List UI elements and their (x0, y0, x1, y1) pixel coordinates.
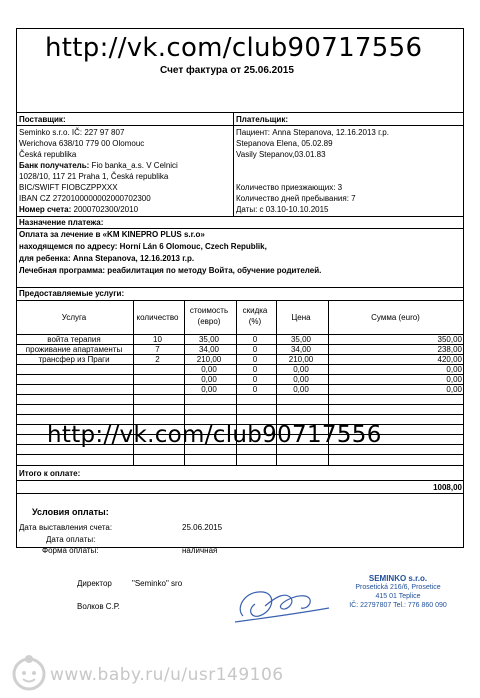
total-value: 1008,00 (433, 483, 462, 492)
table-row-1-service: войта терапия (47, 335, 101, 344)
table-row-2-discount: 0 (252, 345, 258, 354)
table-row-2-price: 34,00 (290, 345, 312, 354)
col-header-service: Услуга (61, 313, 87, 322)
payer-line-4: Количество приезжающих: 3 (236, 183, 343, 192)
table-row-2-sum: 238,00 (437, 345, 462, 354)
payer-line-5: Количество дней пребывания: 7 (236, 194, 356, 203)
table-row-6-sum: 0,00 (446, 385, 462, 394)
table-row-3-discount: 0 (252, 355, 258, 364)
supplier-heading: Поставщик: (19, 115, 66, 124)
purpose-line-4: Лечебная программа: реабилитация по методу Войта, обучение родителей. (19, 266, 322, 275)
supplier-line-6: BIC/SWIFT FIOBCZPPXXX (19, 183, 118, 192)
stamp-line-1: SEMINKO s.r.o. (368, 574, 428, 583)
director-company: "Seminko" sro (132, 579, 183, 588)
table-row-1-cost: 35,00 (198, 335, 220, 344)
table-row-4-discount: 0 (252, 365, 258, 374)
table-row-3-service: трансфер из Праги (38, 355, 110, 364)
col-header-qty: количество (136, 313, 179, 322)
watermark-top: http://vk.com/club90717556 (45, 33, 423, 63)
issue-date-label: Дата выставления счета: (19, 523, 113, 532)
baby-logo-icon (10, 653, 48, 691)
table-row-3-sum: 420,00 (437, 355, 462, 364)
table-row-5-sum: 0,00 (446, 375, 462, 384)
table-row-5-cost: 0,00 (201, 375, 217, 384)
signature-mark (225, 578, 335, 628)
table-row-1-qty: 10 (153, 335, 162, 344)
table-row-1-sum: 350,00 (437, 335, 462, 344)
purpose-heading: Назначение платежа: (19, 218, 104, 227)
supplier-line-1: Seminko s.r.o. IČ: 227 97 807 (19, 128, 125, 137)
payer-line-6: Даты: с 03.10-10.10.2015 (236, 205, 329, 214)
purpose-line-1: Оплата за лечение в «KM KINEPRO PLUS s.r.o» (19, 230, 205, 239)
stamp-line-2: Prosetická 216/6, Prosetice (355, 584, 441, 591)
invoice-title: Счет фактура от 25.06.2015 (160, 65, 294, 76)
col-header-price: Цена (291, 313, 311, 322)
supplier-line-2: Werichova 638/10 779 00 Olomouc (19, 139, 145, 148)
watermark-mid: http://vk.com/club90717556 (47, 422, 382, 448)
table-row-4-cost: 0,00 (201, 365, 217, 374)
table-row-3-price: 210,00 (288, 355, 314, 364)
col-header-cost: стоимость (189, 306, 229, 315)
purpose-line-2: находящемся по адресу: Horní Lán 6 Olomouc, Czech Republik, (19, 242, 267, 251)
purpose-line-3: для ребенка: Anna Stepanova, 12.16.2013 г.р. (19, 254, 195, 263)
director-name: Волков С.Р. (77, 602, 120, 611)
payment-form-label: Форма оплаты: (42, 546, 99, 555)
company-stamp (338, 574, 458, 610)
table-row-3-cost: 210,00 (196, 355, 222, 364)
payment-form-value: наличная (182, 546, 218, 555)
payer-line-3: Vasily Stepanov,03.01.83 (236, 150, 326, 159)
stamp-line-4: IČ: 22797807 Tel.: 776 860 090 (349, 602, 447, 609)
table-row-6-price: 0,00 (293, 385, 309, 394)
total-label: Итого к оплате: (19, 469, 81, 478)
table-row-1-discount: 0 (252, 335, 258, 344)
payer-line-2: Stepanova Elena, 05.02.89 (236, 139, 333, 148)
issue-date-value: 25.06.2015 (182, 523, 223, 532)
table-row-2-cost: 34,00 (198, 345, 220, 354)
table-row-6-discount: 0 (252, 385, 258, 394)
table-row-3-qty: 2 (155, 355, 160, 364)
col-header-sum: Сумма (euro) (371, 313, 420, 322)
col-header-discount: скидка (242, 306, 268, 315)
stamp-line-3: 415 01 Teplice (375, 593, 421, 600)
supplier-line-7: IBAN CZ 2720100000002000702300 (19, 194, 151, 203)
supplier-bank: Банк получатель: Fio banka_a.s. V Celnici (19, 161, 178, 170)
supplier-account: Номер счета: 2000702300/2010 (19, 205, 139, 214)
terms-heading: Условия оплаты: (32, 507, 109, 517)
col-header-discount-unit: (%) (248, 317, 262, 326)
services-heading: Предоставляемые услуги: (19, 289, 125, 298)
payment-date-label: Дата оплаты: (46, 535, 96, 544)
table-row-2-qty: 7 (155, 345, 160, 354)
director-label: Директор (77, 579, 112, 588)
table-row-5-price: 0,00 (293, 375, 309, 384)
table-row-2-service: проживание апартаменты (25, 345, 123, 354)
table-row-4-sum: 0,00 (446, 365, 462, 374)
invoice-border (16, 28, 464, 548)
table-row-5-discount: 0 (252, 375, 258, 384)
footer-watermark: www.baby.ru/u/usr149106 (50, 665, 284, 685)
table-row-1-price: 35,00 (290, 335, 312, 344)
table-row-4-price: 0,00 (293, 365, 309, 374)
payer-line-1: Пациент: Anna Stepanova, 12.16.2013 г.р. (236, 128, 389, 137)
col-header-cost-unit: (евро) (197, 317, 221, 326)
supplier-line-5: 1028/10, 117 21 Praha 1, Česká republika (19, 172, 169, 181)
supplier-line-3: Česká republika (19, 150, 77, 159)
payer-heading: Плательщик: (236, 115, 288, 124)
table-row-6-cost: 0,00 (201, 385, 217, 394)
